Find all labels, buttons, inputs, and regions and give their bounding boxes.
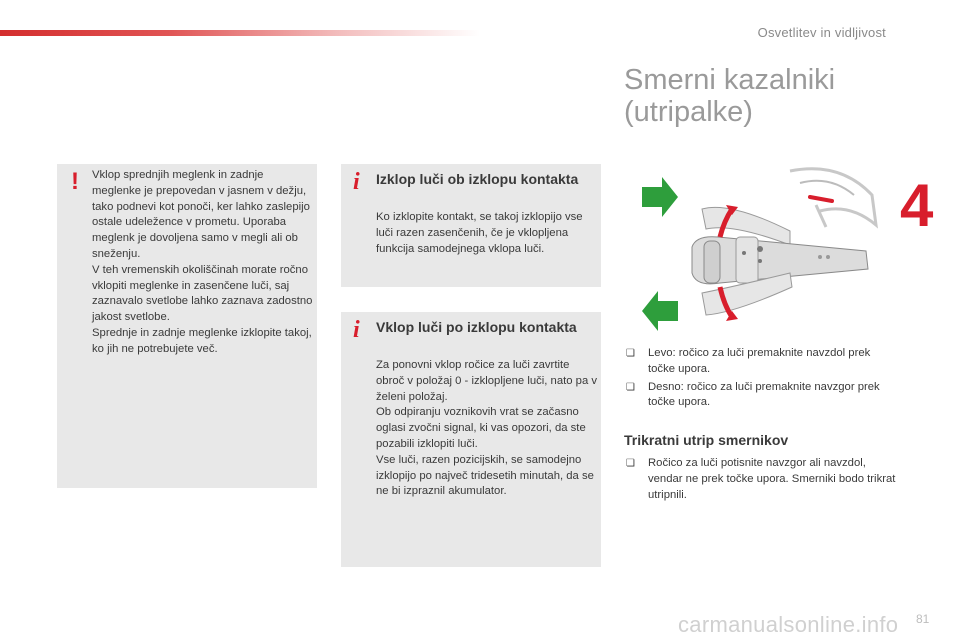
info-box-lights-off — [341, 164, 601, 287]
checkbox-bullet-icon: ❏ — [626, 381, 635, 393]
indicator-mark — [810, 197, 832, 201]
info-heading: Vklop luči po izklopu kontakta — [376, 319, 577, 335]
stalk-illustration — [640, 165, 880, 335]
warning-box — [57, 164, 317, 488]
arrow-right-green-icon — [642, 177, 678, 217]
info-icon: i — [353, 317, 360, 343]
warning-text: Vklop sprednjih meglenk in zadnje meglenke je prepovedan v jasnem v dežju, tako podnevi kot ponoči, ker lahko zaslepijo ostale udeležence v prometu. Uporaba meglenk je dovoljena samo v megli ali ob sneženju. V teh vremenskih okoliščinah morate ročno vklopiti meglenke in zasenčene luči, saj zaznavalo svetlobe lahko zaznava zadostno jakost svetlobe. Sprednje in zadnje meglenke izklopite takoj, ko jih ne potrebujete več. — [92, 169, 313, 355]
chapter-number: 4 — [900, 172, 934, 239]
section-header: Osvetlitev in vidljivost — [757, 25, 886, 40]
top-accent-bar — [0, 30, 480, 36]
info-heading: Izklop luči ob izklopu kontakta — [376, 171, 579, 187]
info-box-lights-on — [341, 312, 601, 567]
triple-flash-bullets — [626, 456, 896, 505]
list-item: ❏ Ročico za luči potisnite navzgor ali navzdol, vendar ne prek točke upora. Smerniki bodo trikrat utripnili. — [626, 457, 896, 501]
page-number: 81 — [916, 612, 930, 626]
info-text: Ko izklopite kontakt, se takoj izklopijo vse luči razen zasenčenih, če je vklopljena funkcija samodejnega vklopa luči. — [376, 211, 583, 255]
watermark: carmanualsonline.info — [678, 612, 899, 637]
info-icon: i — [353, 169, 360, 195]
list-item: ❏ Levo: ročico za luči premaknite navzdol prek točke upora. — [626, 347, 871, 375]
checkbox-bullet-icon: ❏ — [626, 348, 635, 359]
warning-icon: ! — [71, 168, 79, 195]
arrow-left-green-icon — [642, 291, 678, 331]
info-text: Za ponovni vklop ročice za luči zavrtite obroč v položaj 0 - izklopljene luči, nato pa v želeni položaj. Ob odpiranju voznikovih vrat se začasno oglasi zvočni signal, ki vas opozori, da ste pozabili izklopiti luči. Vse luči, razen pozicijskih, se samodejno izklopijo po največ tridesetih minutah, da se ne bi izpraznil akumulator. — [376, 359, 598, 498]
page-title: Smerni kazalniki (utripalke) — [624, 64, 836, 128]
direction-bullets — [626, 346, 896, 413]
sub-heading: Trikratni utrip smernikov — [624, 432, 789, 448]
list-item: ❏ Desno: ročico za luči premaknite navzgor prek točke upora. — [626, 380, 880, 409]
steering-wheel-rim — [790, 169, 876, 225]
checkbox-bullet-icon: ❏ — [626, 458, 635, 469]
